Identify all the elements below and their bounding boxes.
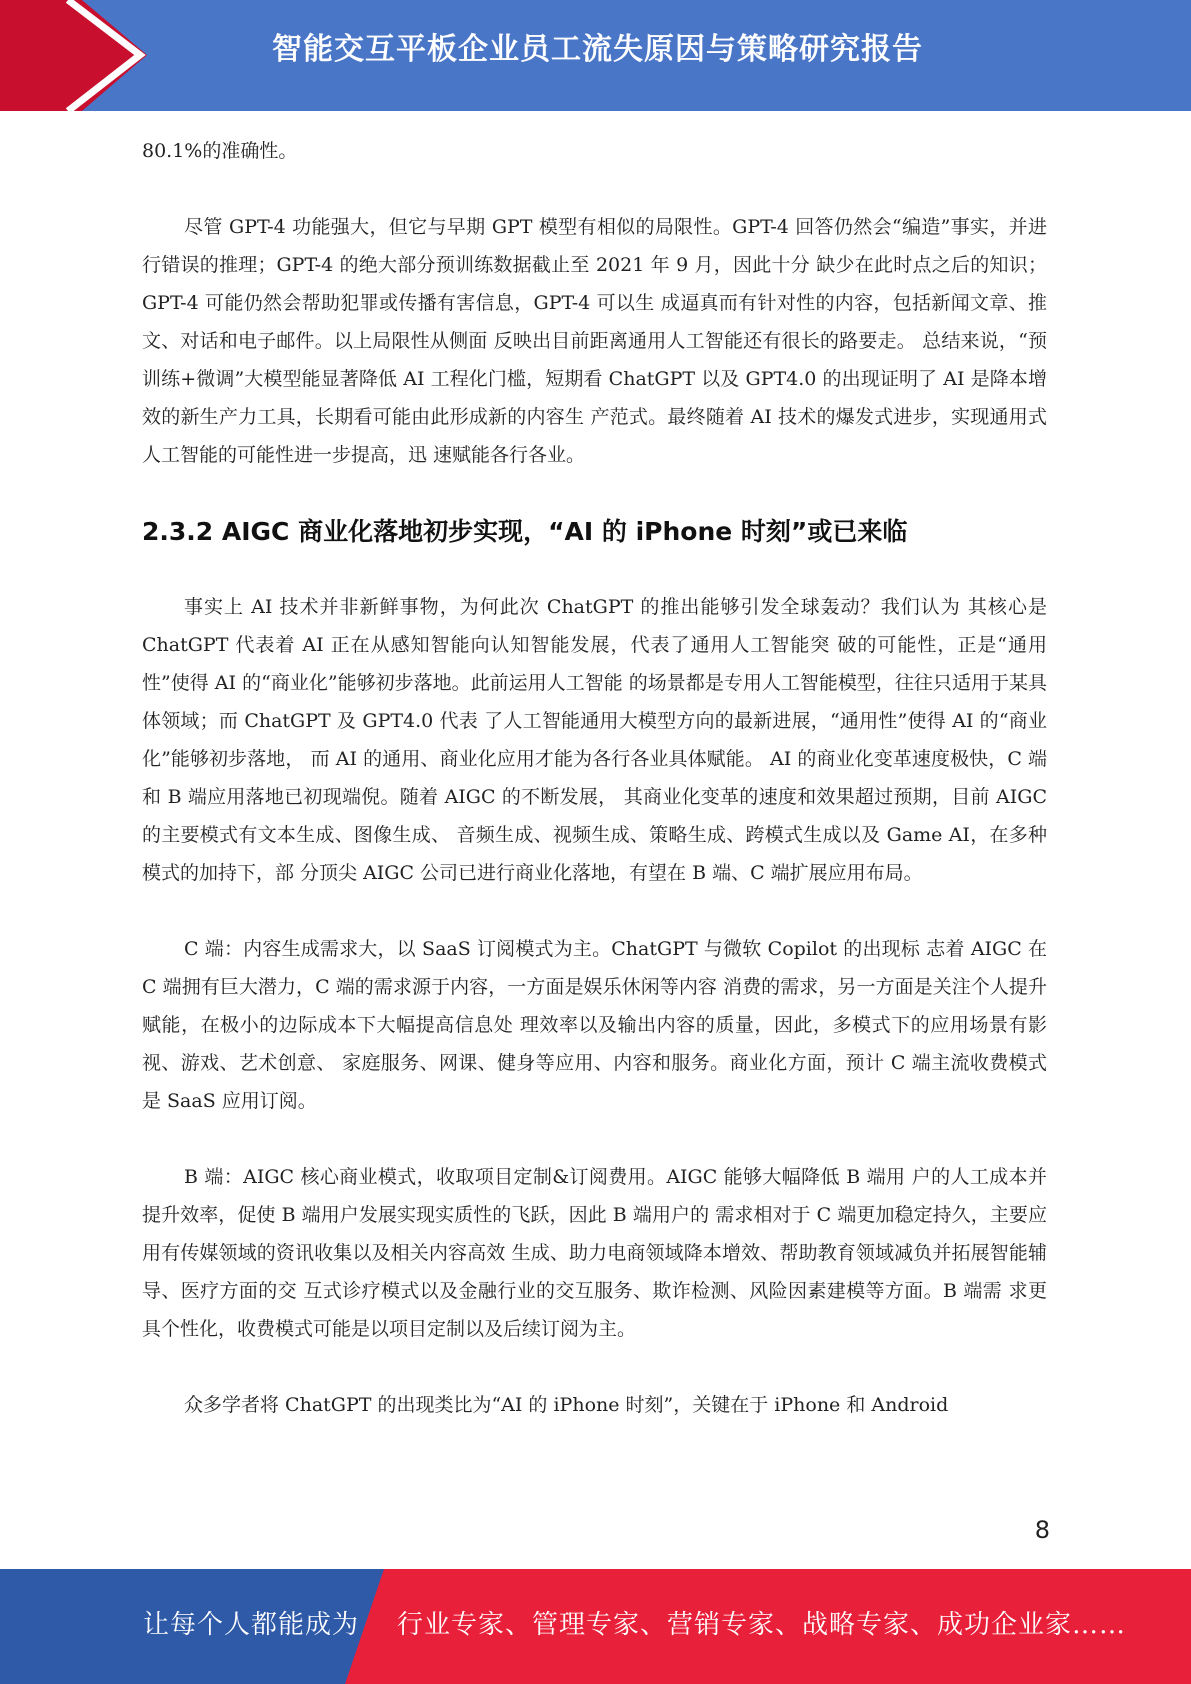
report-title: 智能交互平板企业员工流失原因与策略研究报告 (272, 32, 923, 67)
footer-slogan-left: 让每个人都能成为 (143, 1610, 360, 1640)
paragraph: 80.1%的准确性。 (142, 140, 298, 162)
paragraph: C 端：内容生成需求大，以 SaaS 订阅模式为主。ChatGPT 与微软 Copilot 的出现标 志着 AIGC 在 C 端拥有巨大潜力，C 端的需求源于内容，一方面是娱乐休闲等内容 消费的需求，另一方面是关注个人提升赋能，在极小的边际成本下大幅提高信息处 理效率以及输出内容的质量，因此，多模式下的应用场景有影视、游戏、艺术创意、 家庭服务、网课、健身等应用、内容和服务。商业化方面，预计 C 端主流收费模式 是 SaaS 应用订阅。 (142, 938, 1047, 1112)
paragraph: B 端：AIGC 核心商业模式，收取项目定制&订阅费用。AIGC 能够大幅降低 B 端用 户的人工成本并提升效率，促使 B 端用户发展实现实质性的飞跃，因此 B 端用户的 需求相对于 C 端更加稳定持久，主要应用有传媒领域的资讯收集以及相关内容高效 生成、助力电商领域降本增效、帮助教育领域减负并拓展智能辅导、医疗方面的交 互式诊疗模式以及金融行业的交互服务、欺诈检测、风险因素建模等方面。B 端需 求更具个性化，收费模式可能是以项目定制以及后续订阅为主。 (142, 1166, 1047, 1340)
footer-slogan-right: 行业专家、管理专家、营销专家、战略专家、成功企业家…… (397, 1610, 1127, 1640)
page-number: 8 (1034, 1516, 1050, 1544)
paragraph: 事实上 AI 技术并非新鲜事物，为何此次 ChatGPT 的推出能够引发全球轰动？我们认为 其核心是 ChatGPT 代表着 AI 正在从感知智能向认知智能发展，代表了通用人工智能突 破的可能性，正是“通用性”使得 AI 的“商业化”能够初步落地。此前运用人工智能 的场景都是专用人工智能模型，往往只适用于某具体领域；而 ChatGPT 及 GPT4.0 代表 了人工智能通用大模型方向的最新进展，“通用性”使得 AI 的“商业化”能够初步落地， 而 AI 的通用、商业化应用才能为各行各业具体赋能。 AI 的商业化变革速度极快，C 端和 B 端应用落地已初现端倪。随着 AIGC 的不断发展， 其商业化变革的速度和效果超过预期，目前 AIGC 的主要模式有文本生成、图像生成、 音频生成、视频生成、策略生成、跨模式生成以及 Game AI，在多种模式的加持下，部 分顶尖 AIGC 公司已进行商业化落地，有望在 B 端、C 端扩展应用布局。 (142, 596, 1047, 884)
section-heading: 2.3.2 AIGC 商业化落地初步实现，“AI 的 iPhone 时刻”或已来临 (142, 517, 908, 546)
page-body (142, 132, 1047, 1462)
paragraph: 众多学者将 ChatGPT 的出现类比为“AI 的 iPhone 时刻”，关键在于 iPhone 和 Android (184, 1394, 949, 1416)
page-header (0, 0, 1191, 111)
page-footer (0, 1569, 1191, 1684)
paragraph: 尽管 GPT-4 功能强大，但它与早期 GPT 模型有相似的局限性。GPT-4 回答仍然会“编造”事实，并进行错误的推理；GPT-4 的绝大部分预训练数据截止至 2021 年 9 月，因此十分 缺少在此时点之后的知识；GPT-4 可能仍然会帮助犯罪或传播有害信息，GPT-4 可以生 成逼真而有针对性的内容，包括新闻文章、推文、对话和电子邮件。以上局限性从侧面 反映出目前距离通用人工智能还有很长的路要走。 总结来说，“预训练+微调”大模型能显著降低 AI 工程化门槛，短期看 ChatGPT 以及 GPT4.0 的出现证明了 AI 是降本增效的新生产力工具，长期看可能由此形成新的内容生 产范式。最终随着 AI 技术的爆发式进步，实现通用式人工智能的可能性进一步提高，迅 速赋能各行各业。 (142, 216, 1047, 466)
